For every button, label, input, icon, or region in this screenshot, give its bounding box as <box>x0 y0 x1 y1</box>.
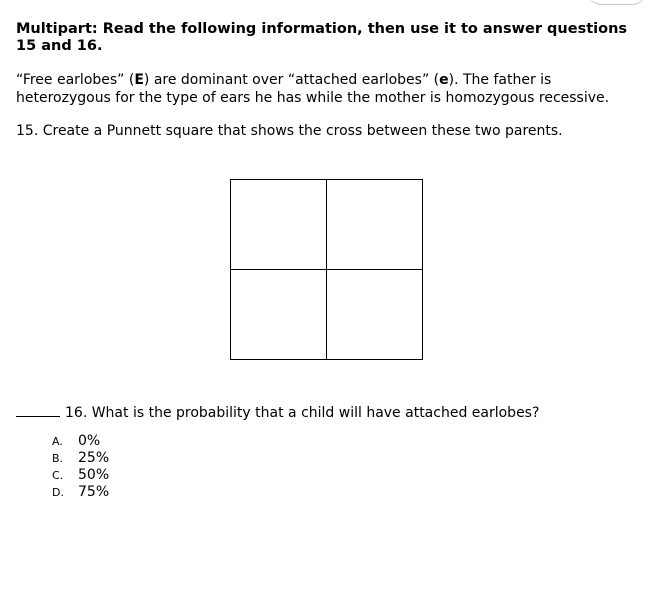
choice-letter: C. <box>52 469 64 482</box>
answer-choices <box>52 433 109 501</box>
choice-text: 50% <box>78 467 110 483</box>
choice-text: 0% <box>78 433 101 449</box>
choice-letter: A. <box>52 435 63 448</box>
instructions-heading: Multipart: Read the following information, then use it to answer questions 15 and 16. <box>16 21 628 54</box>
choice-a[interactable] <box>52 433 109 450</box>
info-text-2: ) are dominant over “attached earlobes” ( <box>143 72 440 88</box>
punnett-cell-bottom-left[interactable] <box>231 270 327 360</box>
punnett-cell-top-right[interactable] <box>327 180 423 270</box>
choice-letter: D. <box>52 486 64 499</box>
punnett-square <box>230 179 423 360</box>
question-16-row <box>16 403 646 422</box>
corner-decoration <box>571 0 661 6</box>
choice-text: 75% <box>78 484 110 500</box>
genetics-info-paragraph <box>16 71 646 107</box>
punnett-cell-bottom-right[interactable] <box>327 270 423 360</box>
punnett-cell-top-left[interactable] <box>231 180 327 270</box>
choice-c[interactable] <box>52 467 109 484</box>
info-text-3: ). The father is heterozygous for the type of ears he has while the mother is homozygous recessive. <box>16 72 610 106</box>
question-16: 16. What is the probability that a child will have attached earlobes? <box>65 405 540 421</box>
recessive-allele: e <box>439 72 449 88</box>
choice-letter: B. <box>52 452 64 465</box>
question-15: 15. Create a Punnett square that shows the cross between these two parents. <box>16 123 563 139</box>
choice-b[interactable] <box>52 450 109 467</box>
choice-text: 25% <box>78 450 110 466</box>
choice-d[interactable] <box>52 484 109 501</box>
dominant-allele: E <box>134 72 144 88</box>
answer-blank[interactable] <box>16 403 60 417</box>
info-text-1: “Free earlobes” ( <box>16 72 135 88</box>
